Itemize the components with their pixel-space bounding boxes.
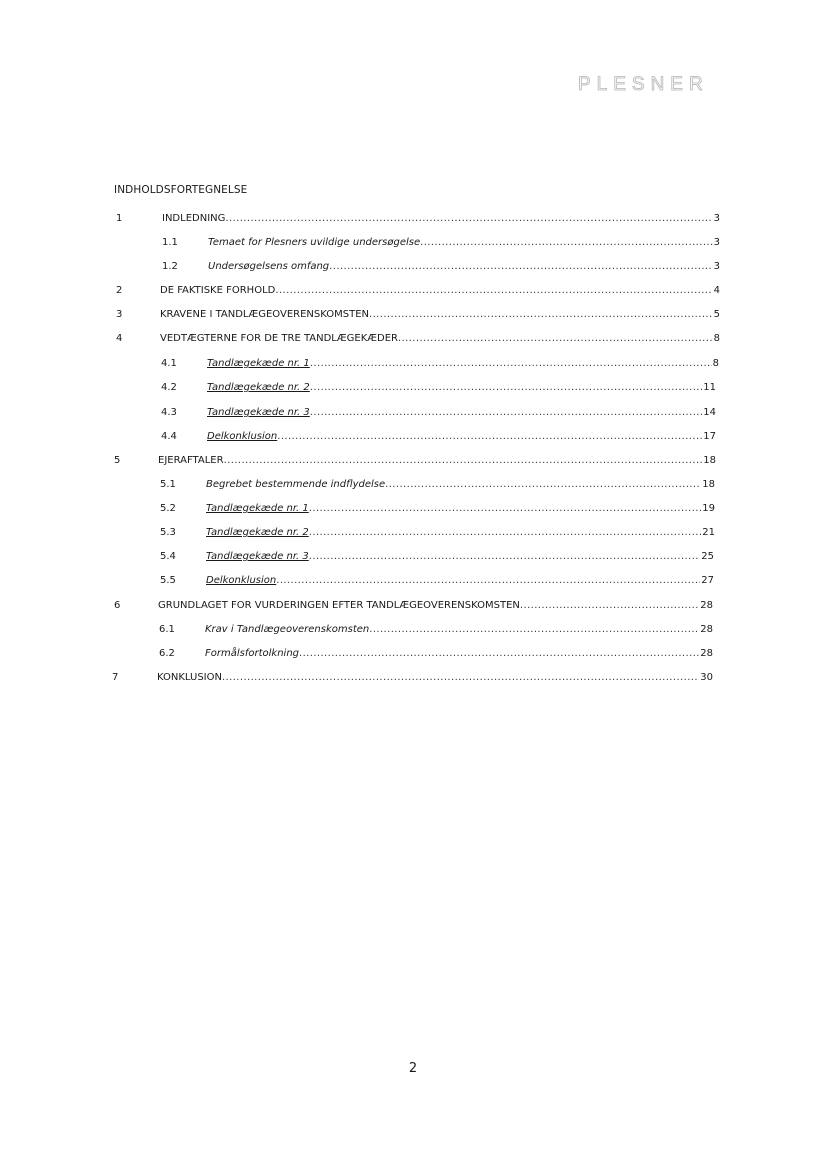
toc-entry-title: Tandlægekæde nr. 1 [207, 358, 310, 369]
toc-entry[interactable] [0, 309, 826, 325]
toc-entry-title: Delkonklusion [207, 431, 278, 442]
dot-leader [309, 551, 700, 562]
toc-entry-number: 4.3 [161, 407, 177, 418]
toc-entry-page: 5 [713, 309, 720, 320]
toc-entry-number: 4.2 [161, 382, 177, 393]
dot-leader [224, 455, 703, 466]
toc-entry-page: 28 [700, 600, 713, 611]
toc-entry[interactable] [0, 527, 826, 543]
toc-entry-number: 4.1 [161, 358, 177, 369]
toc-entry-title: DE FAKTISKE FORHOLD [160, 285, 276, 296]
toc-entry-number: 6.2 [159, 648, 175, 659]
toc-entry-number: 4.4 [161, 431, 177, 442]
toc-entry[interactable] [0, 455, 826, 471]
toc-entry-page: 3 [713, 261, 720, 272]
toc-entry-page: 17 [703, 431, 716, 442]
page-number: 2 [408, 1061, 418, 1076]
toc-entry[interactable] [0, 648, 826, 664]
toc-entry[interactable] [0, 285, 826, 301]
toc-entry[interactable] [0, 261, 826, 277]
toc-entry-title: EJERAFTALER [158, 455, 224, 466]
toc-entry-number: 6.1 [159, 624, 175, 635]
toc-entry[interactable] [0, 479, 826, 495]
toc-entry-title: KRAVENE I TANDLÆGEOVERENSKOMSTEN [160, 309, 370, 320]
toc-entry-title: INDLEDNING [162, 213, 226, 224]
toc-entry[interactable] [0, 600, 826, 616]
dot-leader [520, 600, 699, 611]
toc-entry-title: Krav i Tandlægeoverenskomsten [205, 624, 370, 635]
toc-entry-title: Undersøgelsens omfang [208, 261, 330, 272]
toc-entry-page: 28 [700, 648, 713, 659]
toc-entry-title: Tandlægekæde nr. 2 [206, 527, 309, 538]
toc-entry[interactable] [0, 672, 826, 688]
toc-entry-page: 3 [713, 237, 720, 248]
toc-entry-page: 19 [702, 503, 715, 514]
dot-leader [310, 382, 702, 393]
toc-entry-number: 7 [112, 672, 119, 683]
toc-entry[interactable] [0, 237, 826, 253]
toc-entry[interactable] [0, 551, 826, 567]
toc-entry-number: 5.3 [160, 527, 176, 538]
toc-heading: INDHOLDSFORTEGNELSE [114, 184, 248, 196]
dot-leader [309, 527, 701, 538]
toc-entry[interactable] [0, 333, 826, 349]
toc-entry-title: Delkonklusion [206, 575, 277, 586]
toc-entry-number: 5.1 [160, 479, 176, 490]
dot-leader [276, 575, 700, 586]
toc-entry[interactable] [0, 382, 826, 398]
toc-entry-number: 5 [114, 455, 121, 466]
toc-entry-title: Tandlægekæde nr. 2 [207, 382, 310, 393]
dot-leader [310, 407, 702, 418]
toc-entry[interactable] [0, 575, 826, 591]
toc-entry-page: 11 [703, 382, 716, 393]
toc-entry[interactable] [0, 431, 826, 447]
dot-leader [369, 309, 713, 320]
toc-entry[interactable] [0, 358, 826, 374]
toc-entry-title: Tandlægekæde nr. 3 [206, 551, 309, 562]
toc-entry-number: 6 [114, 600, 121, 611]
toc-entry-number: 4 [116, 333, 123, 344]
dot-leader [398, 333, 713, 344]
toc-entry-page: 8 [712, 358, 719, 369]
toc-entry-title: Tandlægekæde nr. 1 [206, 503, 309, 514]
toc-entry-title: Temaet for Plesners uvildige undersøgelse [208, 237, 421, 248]
toc-entry-page: 4 [713, 285, 720, 296]
dot-leader [309, 503, 701, 514]
dot-leader [225, 213, 712, 224]
toc-entry-page: 18 [703, 455, 716, 466]
toc-entry-title: Tandlægekæde nr. 3 [207, 407, 310, 418]
dot-leader [277, 431, 702, 442]
toc-entry-number: 5.4 [160, 551, 176, 562]
toc-entry-page: 3 [713, 213, 720, 224]
toc-entry[interactable] [0, 407, 826, 423]
toc-entry-number: 3 [116, 309, 123, 320]
toc-entry-title: Begrebet bestemmende indflydelse [206, 479, 386, 490]
toc-entry-number: 5.5 [160, 575, 176, 586]
dot-leader [369, 624, 699, 635]
toc-entry[interactable] [0, 624, 826, 640]
toc-entry-page: 8 [713, 333, 720, 344]
dot-leader [329, 261, 712, 272]
toc-entry-page: 27 [701, 575, 714, 586]
toc-entry-page: 25 [701, 551, 714, 562]
toc-entry-page: 28 [700, 624, 713, 635]
toc-entry-title: KONKLUSION [157, 672, 222, 683]
toc-entry-title: VEDTÆGTERNE FOR DE TRE TANDLÆGEKÆDER [160, 333, 398, 344]
toc-entry-number: 2 [116, 285, 123, 296]
toc-entry-title: GRUNDLAGET FOR VURDERINGEN EFTER TANDLÆGEOVERENSKOMSTEN [158, 600, 520, 611]
toc-entry-title: Formålsfortolkning [205, 648, 299, 659]
toc-entry-number: 1 [116, 213, 123, 224]
dot-leader [222, 672, 699, 683]
dot-leader [299, 648, 699, 659]
toc-entry-number: 5.2 [160, 503, 176, 514]
dot-leader [275, 285, 712, 296]
toc-entry-number: 1.2 [162, 261, 178, 272]
dot-leader [420, 237, 713, 248]
toc-entry[interactable] [0, 213, 826, 229]
toc-entry[interactable] [0, 503, 826, 519]
toc-entry-page: 21 [702, 527, 715, 538]
toc-entry-number: 1.1 [162, 237, 178, 248]
toc-entry-page: 14 [703, 407, 716, 418]
dot-leader [310, 358, 712, 369]
dot-leader [385, 479, 701, 490]
plesner-logo: PLESNER [578, 74, 709, 95]
toc-entry-page: 30 [700, 672, 713, 683]
toc-entry-page: 18 [702, 479, 715, 490]
